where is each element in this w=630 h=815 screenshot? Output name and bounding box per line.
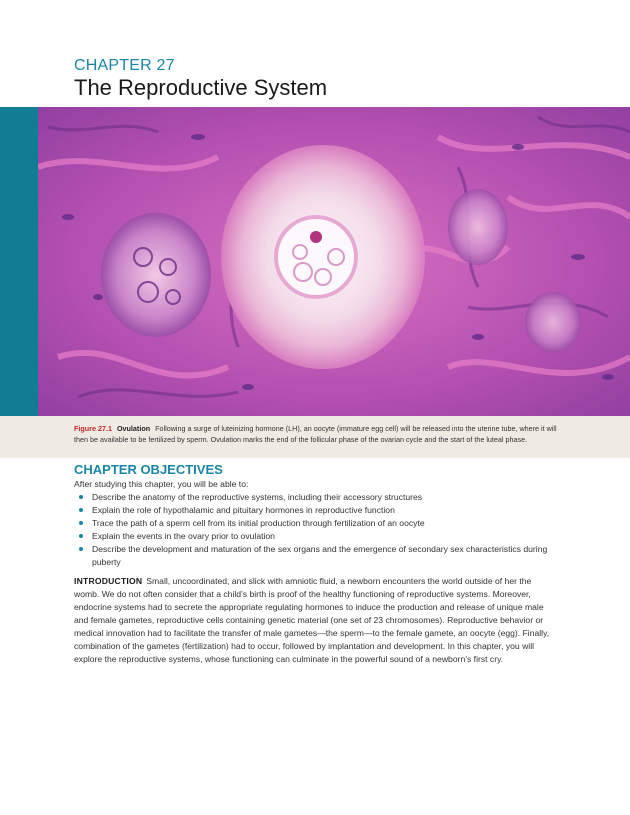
bullet-icon <box>79 521 83 525</box>
objective-text: Describe the development and maturation of the sex organs and the emergence of secondary sex characteristics during puberty <box>92 544 548 567</box>
introduction-text: Small, uncoordinated, and slick with amniotic fluid, a newborn encounters the world outside of her the womb. We do not often consider that a child’s birth is proof of the healthy functioning of reproductive systems. Moreover, endocrine systems had to secrete the appropriate regulating hormones to induce the production and release of unique male and female gametes, reproductive cells containing genetic material (one set of 23 chromosomes). Reproductive behavior or medical innovation had to facilitate the transfer of male gametes—the sperm—to the female gamete, an oocyte (egg). Finally, combination of the gametes (fertilization) had to occur, followed by implantation and development. In this chapter, you will explore the reproductive systems, whose functioning can culminate in the powerful sound of a newborn’s first cry. <box>74 576 550 664</box>
figure-title: Ovulation <box>116 424 151 433</box>
objective-item <box>74 491 554 504</box>
objective-text: Explain the role of hypothalamic and pituitary hormones in reproductive function <box>92 505 395 515</box>
introduction-paragraph <box>74 575 556 666</box>
figure-caption-text: Following a surge of luteinizing hormone (LH), an oocyte (immature egg cell) will be released into the uterine tube, where it will then be available to be fertilized by sperm. Ovulation marks the end of the follicular phase of the ovarian cycle and the start of the luteal phase. <box>74 424 557 444</box>
bullet-icon <box>79 508 83 512</box>
bullet-icon <box>79 495 83 499</box>
bullet-icon <box>79 534 83 538</box>
objective-item <box>74 504 554 517</box>
objective-text: Trace the path of a sperm cell from its initial production through fertilization of an oocyte <box>92 518 425 528</box>
objectives-heading: CHAPTER OBJECTIVES <box>74 462 223 477</box>
chapter-title: The Reproductive System <box>74 75 328 100</box>
chapter-number: CHAPTER 27 <box>74 57 175 74</box>
objectives-list <box>74 491 554 569</box>
objective-text: Describe the anatomy of the reproductive systems, including their accessory structures <box>92 492 423 502</box>
objectives-intro: After studying this chapter, you will be able to: <box>74 479 249 489</box>
bullet-icon <box>79 547 83 551</box>
objective-item <box>74 543 554 569</box>
objective-item <box>74 530 554 543</box>
ovary-micrograph-image <box>38 107 630 416</box>
figure-caption <box>74 424 564 445</box>
objective-text: Explain the events in the ovary prior to ovulation <box>92 531 275 541</box>
objective-item <box>74 517 554 530</box>
figure-number: Figure 27.1 <box>74 424 112 433</box>
sidebar-accent-bar <box>0 107 38 416</box>
introduction-label: INTRODUCTION <box>74 576 143 586</box>
